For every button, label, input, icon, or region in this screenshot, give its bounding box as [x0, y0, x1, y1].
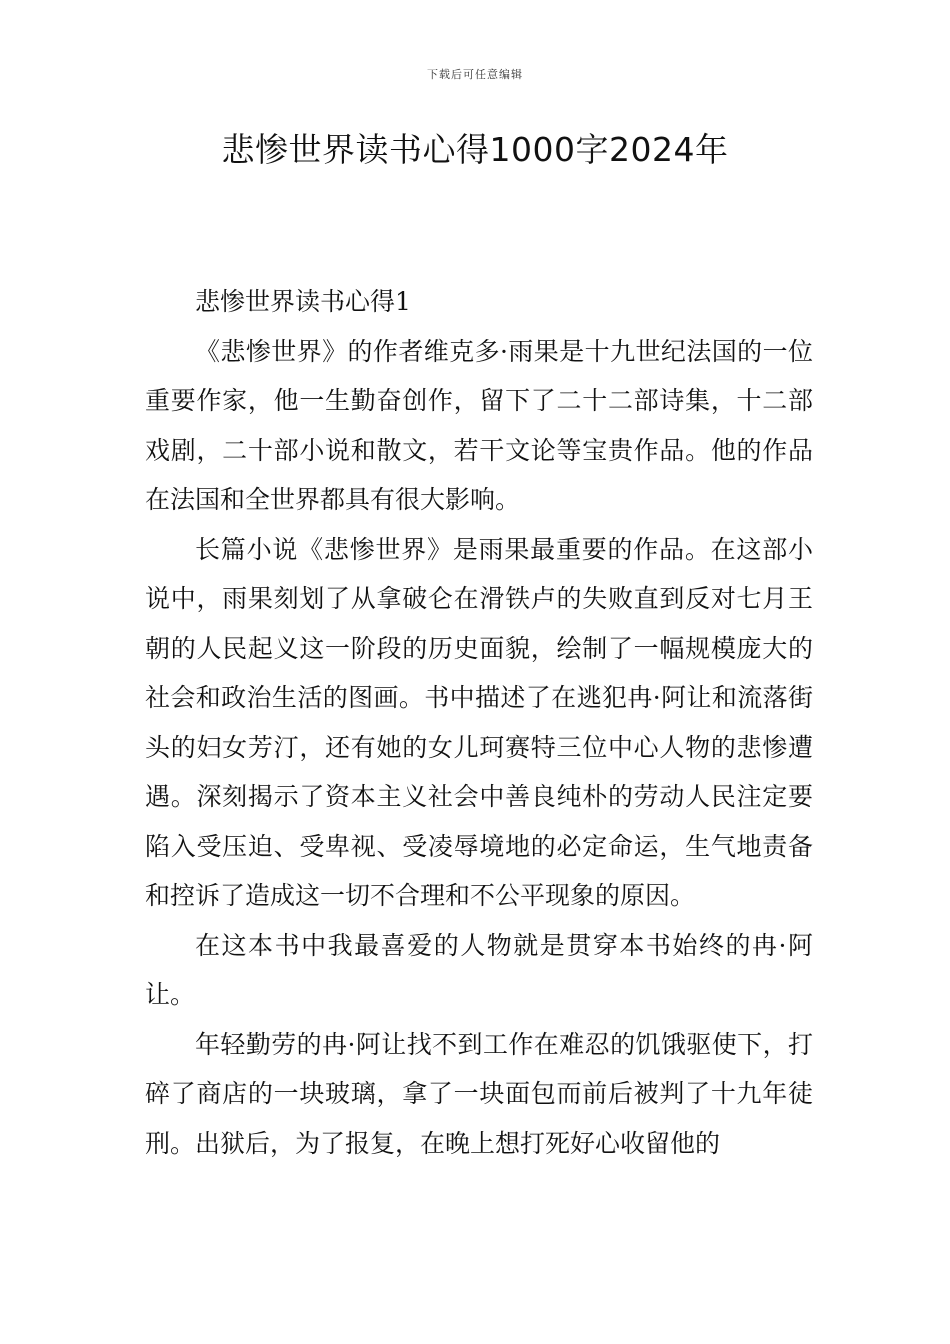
document-body	[145, 277, 813, 1168]
paragraph: 年轻勤劳的冉·阿让找不到工作在难忍的饥饿驱使下，打碎了商店的一块玻璃，拿了一块面包而前后被判了十九年徒刑。出狱后，为了报复，在晚上想打死好心收留他的	[145, 1029, 813, 1158]
header-note: 下载后可任意编辑	[427, 68, 523, 81]
paragraph: 在这本书中我最喜爱的人物就是贯穿本书始终的冉·阿让。	[145, 930, 813, 1009]
document-title: 悲惨世界读书心得1000字2024年	[221, 130, 729, 169]
paragraph: 《悲惨世界》的作者维克多·雨果是十九世纪法国的一位重要作家，他一生勤奋创作，留下了二十二部诗集，十二部戏剧，二十部小说和散文，若干文论等宝贵作品。他的作品在法国和全世界都具有很大影响。	[145, 336, 813, 514]
paragraph: 长篇小说《悲惨世界》是雨果最重要的作品。在这部小说中，雨果刻划了从拿破仑在滑铁卢的失败直到反对七月王朝的人民起义这一阶段的历史面貌，绘制了一幅规模庞大的社会和政治生活的图画。书中描述了在逃犯冉·阿让和流落街头的妇女芳汀，还有她的女儿珂赛特三位中心人物的悲惨遭遇。深刻揭示了资本主义社会中善良纯朴的劳动人民注定要陷入受压迫、受卑视、受凌辱境地的必定命运，生气地责备和控诉了造成这一切不合理和不公平现象的原因。	[145, 534, 813, 910]
section-heading: 悲惨世界读书心得1	[195, 287, 411, 316]
